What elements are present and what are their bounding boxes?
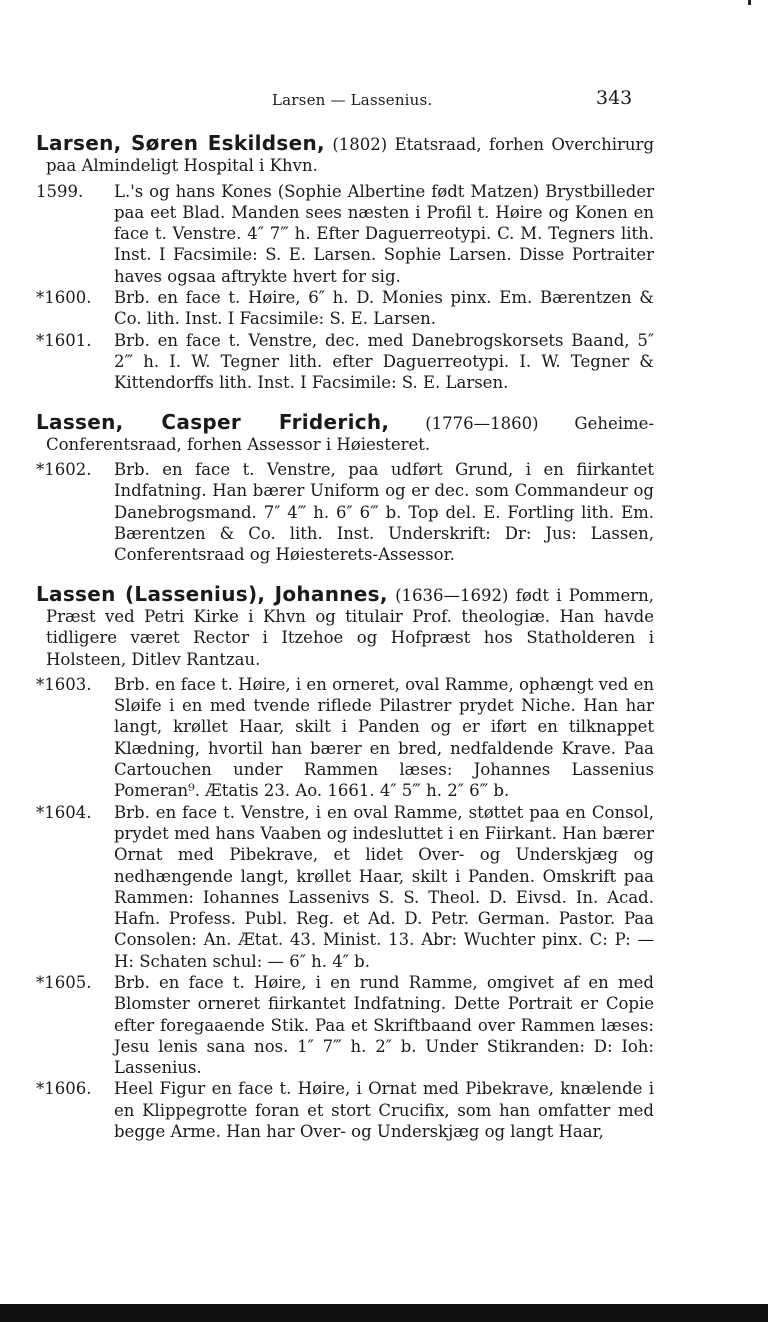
item-number: *1605. (36, 972, 92, 992)
catalogue-item (36, 181, 654, 287)
catalogue-item (36, 287, 654, 330)
running-header: Larsen — Lassenius. (272, 91, 433, 109)
catalogue-item (36, 972, 654, 1078)
item-number: *1603. (36, 674, 92, 694)
entry-name: Larsen, Søren Eskildsen, (36, 131, 325, 155)
entry-name: Lassen (Lassenius), Johannes, (36, 581, 388, 606)
item-text: Brb. en face t. Høire, i en rund Ramme, omgivet af en med Blomster orneret fiirkantet Indfatning. Dette Portrait er Copie efter foregaaende Stik. Paa et Skriftbaand over Rammen læses: Jesu lenis sana nos. 1″ 7‴ h. 2″ b. Under Stikranden: D: Ioh: Lassenius. (114, 972, 654, 1078)
entry-name: Lassen, Casper Friderich, (36, 409, 390, 434)
corner-mark (748, 0, 751, 5)
item-text: L.'s og hans Kones (Sophie Albertine født Matzen) Brystbilleder paa eet Blad. Manden sees næsten i Profil t. Høire og Konen en face t. Venstre. 4″ 7‴ h. Efter Daguerreotypi. C. M. Tegners lith. Inst. I Facsimile: S. E. Larsen. Sophie Larsen. Disse Portraiter haves ogsaa aftrykte hvert for sig. (114, 181, 654, 286)
item-text: Brb. en face t. Høire, i en orneret, oval Ramme, ophængt ved en Sløife i en med tvende riflede Pilastrer prydet Niche. Han har langt, krøllet Haar, skilt i Panden og er iført en tilknappet Klædning, hvortil han bærer en bred, nedfaldende Krave. Paa Cartouchen under Rammen læses: Johannes Lassenius Pomeran⁹. Ætatis 23. Ao. 1661. 4″ 5‴ h. 2″ 6‴ b. (114, 674, 654, 801)
entry-bio: (1776—1860) Geheime-Conferentsraad, forhen Assessor i Høiesteret. (46, 413, 655, 454)
page-body (36, 133, 654, 1142)
entry-heading (36, 581, 654, 670)
entry-heading (36, 133, 654, 177)
entry-bio: (1802) Etatsraad, forhen Overchirurg paa Almindeligt Hospital i Khvn. (46, 135, 655, 176)
item-number: *1600. (36, 288, 92, 308)
item-text: Brb. en face t. Høire, 6″ h. D. Monies pinx. Em. Bærentzen & Co. lith. Inst. I Facsimile: S. E. Larsen. (114, 288, 654, 329)
item-number: *1606. (36, 1079, 92, 1099)
item-text: Brb. en face t. Venstre, paa udført Grund, i en fiirkantet Indfatning. Han bærer Uniform og er dec. som Commandeur og Danebrogsmand. 7″ 4‴ h. 6″ 6‴ b. Top del. E. Fortling lith. Em. Bærentzen & Co. lith. Inst. Underskrift: Dr: Jus: Lassen, Conferentsraad og Høiesterets-Assessor. (114, 460, 654, 565)
catalogue-item (36, 802, 654, 972)
item-text: Brb. en face t. Venstre, i en oval Ramme, støttet paa en Consol, prydet med hans Vaaben og indesluttet i en Fiirkant. Han bærer Ornat med Pibekrave, et lidet Over- og Underskjæg og nedhængende langt, krøllet Haar, skilt i Panden. Omskrift paa Rammen: Iohannes Lassenivs S. S. Theol. D. Eivsd. In. Acad. Hafn. Profess. Publ. Reg. et Ad. D. Petr. German. Pastor. Paa Consolen: An. Ætat. 43. Minist. 13. Abr: Wuchter pinx. C: P: — H: Schaten schul: — 6″ h. 4″ b. (114, 802, 654, 971)
scan-bottom-edge (0, 1304, 768, 1322)
item-text: Brb. en face t. Venstre, dec. med Danebrogskorsets Baand, 5″ 2‴ h. I. W. Tegner lith. efter Daguerreotypi. I. W. Tegner & Kittendorffs lith. Inst. I Facsimile: S. E. Larsen. (114, 330, 654, 393)
item-text: Heel Figur en face t. Høire, i Ornat med Pibekrave, knælende i en Klippegrotte foran et stort Crucifix, som han omfatter med begge Arme. Han har Over- og Underskjæg og langt Haar, (114, 1079, 654, 1142)
entry-bio: (1636—1692) født i Pommern, Præst ved Petri Kirke i Khvn og titulair Prof. theologiæ. Han havde tidligere været Rector i Itzehoe og Hofpræst hos Statholderen i Holsteen, Ditlev Rantzau. (46, 585, 654, 669)
page-number: 343 (596, 87, 633, 109)
catalogue-item (36, 1078, 654, 1142)
entry-heading (36, 409, 655, 456)
item-number: *1602. (36, 460, 92, 480)
item-number: 1599. (36, 181, 84, 201)
catalogue-item (36, 459, 654, 565)
item-number: *1604. (36, 802, 92, 822)
item-number: *1601. (36, 330, 92, 350)
catalogue-item (36, 674, 654, 802)
catalogue-item (36, 330, 654, 394)
